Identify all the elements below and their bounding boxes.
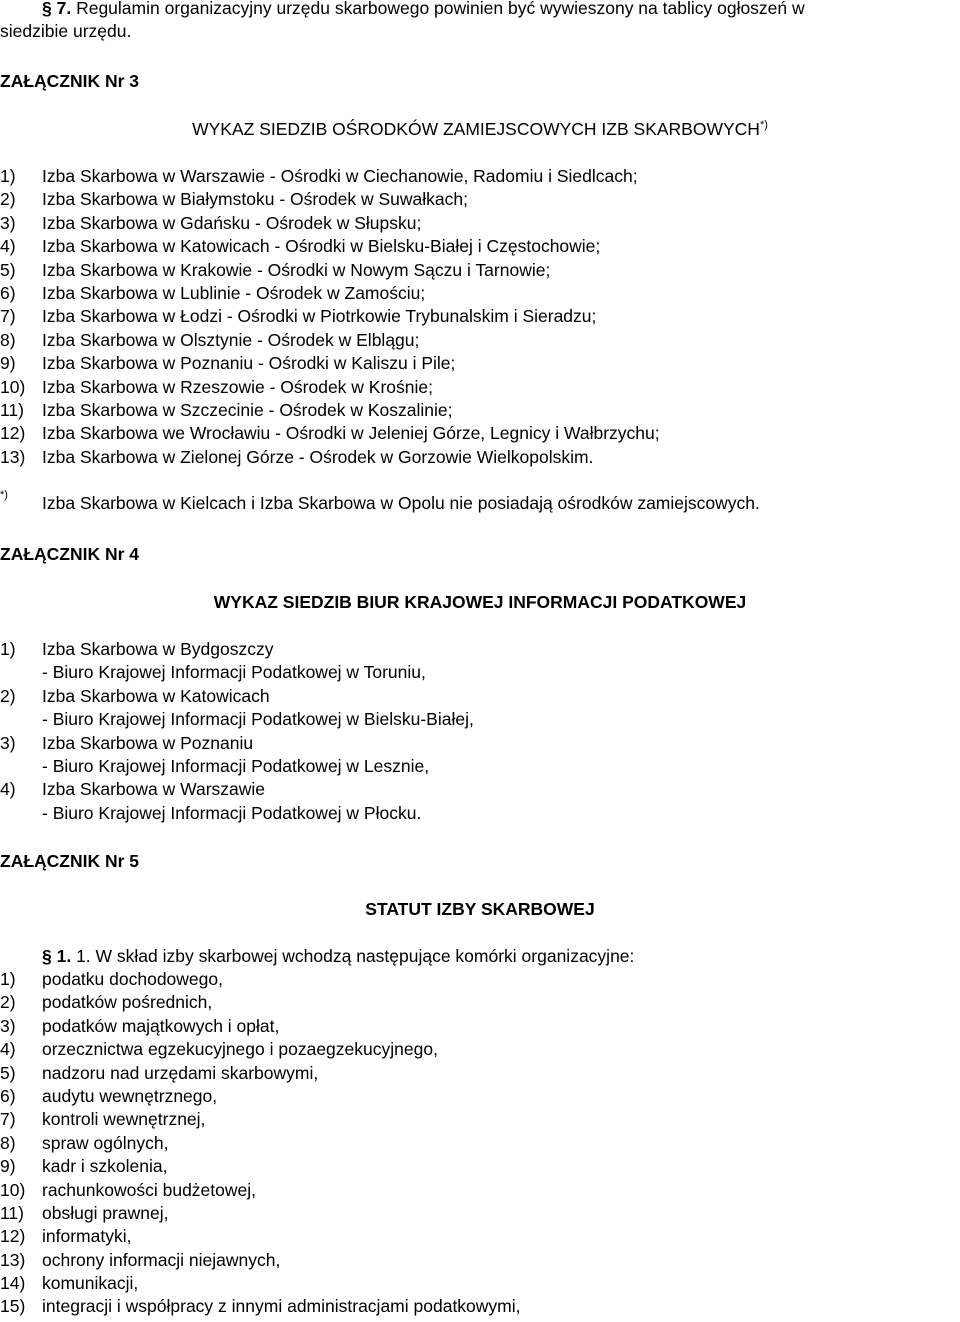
item-number: 1) [0,969,16,989]
annex-4-title: WYKAZ SIEDZIB BIUR KRAJOWEJ INFORMACJI PODATKOWEJ [213,592,747,612]
item-number: 11) [0,1202,24,1223]
item-text: podatków pośrednich, [42,992,213,1013]
item-number: 12) [0,423,26,444]
item-number: 8) [0,1132,16,1153]
list-item [0,991,521,1014]
item-text: Izba Skarbowa w Szczecinie - Ośrodek w Koszalinie; [42,399,453,420]
item-text: kontroli wewnętrznej, [42,1109,206,1130]
list-item [0,259,660,282]
item-number: 14) [0,1273,26,1294]
section-sign: § 7. [42,0,72,18]
item-text: Izba Skarbowa w Łodzi - Ośrodki w Piotrkowie Trybunalskim i Sieradzu; [42,306,597,327]
item-number: 2) [0,189,16,210]
list-item [0,422,660,445]
list-item [0,1272,521,1295]
list-item [0,305,660,328]
item-text: podatków majątkowych i opłat, [42,1015,280,1036]
item-number: 3) [0,212,16,233]
item-text: Izba Skarbowa w Katowicach - Ośrodki w Bielsku-Białej i Częstochowie; [42,236,601,257]
item-number: 13) [0,1249,26,1270]
list-item [0,1202,521,1225]
paragraph-sign: § 1. [42,946,72,966]
list-item [0,212,660,235]
list-subitem [0,661,474,684]
list-item [0,778,474,801]
item-number: 3) [0,732,16,753]
item-number: 10) [0,1179,26,1200]
list-item [0,1295,521,1318]
subitem-text: - Biuro Krajowej Informacji Podatkowej w Bielsku-Białej, [42,709,474,730]
list-item [0,1085,521,1108]
item-number: 5) [0,1062,16,1083]
list-item [0,1249,521,1272]
list-subitem [0,802,474,825]
item-number: 7) [0,306,16,327]
list-item [0,1155,521,1178]
item-number: 13) [0,446,26,467]
annex-3-title [0,118,960,141]
list-item [0,1179,521,1202]
list-item [0,1062,521,1085]
list-item [0,235,660,258]
item-number: 7) [0,1109,16,1130]
annex-5-heading: ZAŁĄCZNIK Nr 5 [0,851,140,871]
item-number: 4) [0,236,16,257]
section-7-text-cont: siedzibie urzędu. [0,21,132,41]
item-text: integracji i współpracy z innymi administracjami podatkowymi, [42,1296,521,1317]
annex-5-paragraph [42,945,634,968]
item-number: 12) [0,1226,26,1247]
item-text: Izba Skarbowa w Gdańsku - Ośrodek w Słupsku; [42,212,422,233]
list-item [0,446,660,469]
item-number: 15) [0,1296,26,1317]
list-item [0,638,474,661]
item-text: Izba Skarbowa w Olsztynie - Ośrodek w Elblągu; [42,329,420,350]
subitem-text: - Biuro Krajowej Informacji Podatkowej w Lesznie, [42,755,430,776]
item-text: Izba Skarbowa w Zielonej Górze - Ośrodek w Gorzowie Wielkopolskim. [42,446,594,467]
item-text: Izba Skarbowa w Katowicach [42,685,270,706]
list-item [0,685,474,708]
item-text: komunikacji, [42,1273,139,1294]
item-text: orzecznictwa egzekucyjnego i pozaegzekucyjnego, [42,1039,438,1060]
subitem-text: - Biuro Krajowej Informacji Podatkowej w Płocku. [42,802,422,823]
item-number: 4) [0,1039,16,1060]
annex-5-title: STATUT IZBY SKARBOWEJ [365,899,595,919]
item-number: 6) [0,282,16,303]
list-item [0,352,660,375]
list-item [0,1038,521,1061]
item-number: 2) [0,992,16,1013]
footnote-text: Izba Skarbowa w Kielcach i Izba Skarbowa w Opolu nie posiadają ośrodków zamiejscowych. [42,493,760,513]
item-text: rachunkowości budżetowej, [42,1179,257,1200]
list-item [0,732,474,755]
item-text: Izba Skarbowa w Warszawie [42,779,266,800]
section-7 [0,0,960,43]
item-text: Izba Skarbowa w Krakowie - Ośrodki w Nowym Sączu i Tarnowie; [42,259,551,280]
list-subitem [0,755,474,778]
paragraph-text: 1. W skład izby skarbowej wchodzą następujące komórki organizacyjne: [76,946,635,966]
footnote-mark: *) [0,489,8,501]
item-number: 6) [0,1085,16,1106]
item-number: 4) [0,779,16,800]
annex-3-title-mark: *) [759,119,768,131]
item-text: informatyki, [42,1226,132,1247]
item-number: 9) [0,1156,16,1177]
item-number: 8) [0,329,16,350]
list-item [0,1015,521,1038]
item-text: Izba Skarbowa w Bydgoszczy [42,639,274,659]
list-item [0,1108,521,1131]
item-number: 9) [0,353,16,374]
list-item [0,399,660,422]
list-item [0,282,660,305]
item-number: 3) [0,1015,16,1036]
item-number: 11) [0,399,24,420]
annex-3-heading: ZAŁĄCZNIK Nr 3 [0,71,140,91]
item-text: Izba Skarbowa we Wrocławiu - Ośrodki w Jeleniej Górze, Legnicy i Wałbrzychu; [42,423,660,444]
list-item [0,165,660,188]
item-text: spraw ogólnych, [42,1132,169,1153]
list-subitem [0,708,474,731]
annex-3-title-text: WYKAZ SIEDZIB OŚRODKÓW ZAMIEJSCOWYCH IZB SKARBOWYCH [192,119,760,139]
item-text: obsługi prawnej, [42,1202,169,1223]
item-number: 1) [0,166,16,186]
item-number: 10) [0,376,26,397]
item-number: 5) [0,259,16,280]
item-text: Izba Skarbowa w Białymstoku - Ośrodek w Suwałkach; [42,189,468,210]
section-7-text: Regulamin organizacyjny urzędu skarbowego powinien być wywieszony na tablicy ogłoszeń w [76,0,805,18]
item-text: audytu wewnętrznego, [42,1085,218,1106]
item-text: Izba Skarbowa w Poznaniu [42,732,254,753]
annex-4-heading: ZAŁĄCZNIK Nr 4 [0,544,140,564]
annex-5-list [0,968,521,1319]
item-text: nadzoru nad urzędami skarbowymi, [42,1062,319,1083]
item-number: 1) [0,639,16,659]
item-text: Izba Skarbowa w Warszawie - Ośrodki w Ciechanowie, Radomiu i Siedlcach; [42,166,638,186]
list-item [0,1225,521,1248]
list-item [0,376,660,399]
item-text: podatku dochodowego, [42,969,223,989]
list-item [0,968,521,991]
item-text: kadr i szkolenia, [42,1156,168,1177]
annex-3-list [0,165,660,469]
item-text: Izba Skarbowa w Rzeszowie - Ośrodek w Krośnie; [42,376,433,397]
list-item [0,188,660,211]
item-text: Izba Skarbowa w Poznaniu - Ośrodki w Kaliszu i Pile; [42,353,456,374]
annex-4-list [0,638,474,825]
list-item [0,1132,521,1155]
item-text: ochrony informacji niejawnych, [42,1249,281,1270]
item-number: 2) [0,685,16,706]
item-text: Izba Skarbowa w Lublinie - Ośrodek w Zamościu; [42,282,426,303]
list-item [0,329,660,352]
subitem-text: - Biuro Krajowej Informacji Podatkowej w Toruniu, [42,662,426,683]
